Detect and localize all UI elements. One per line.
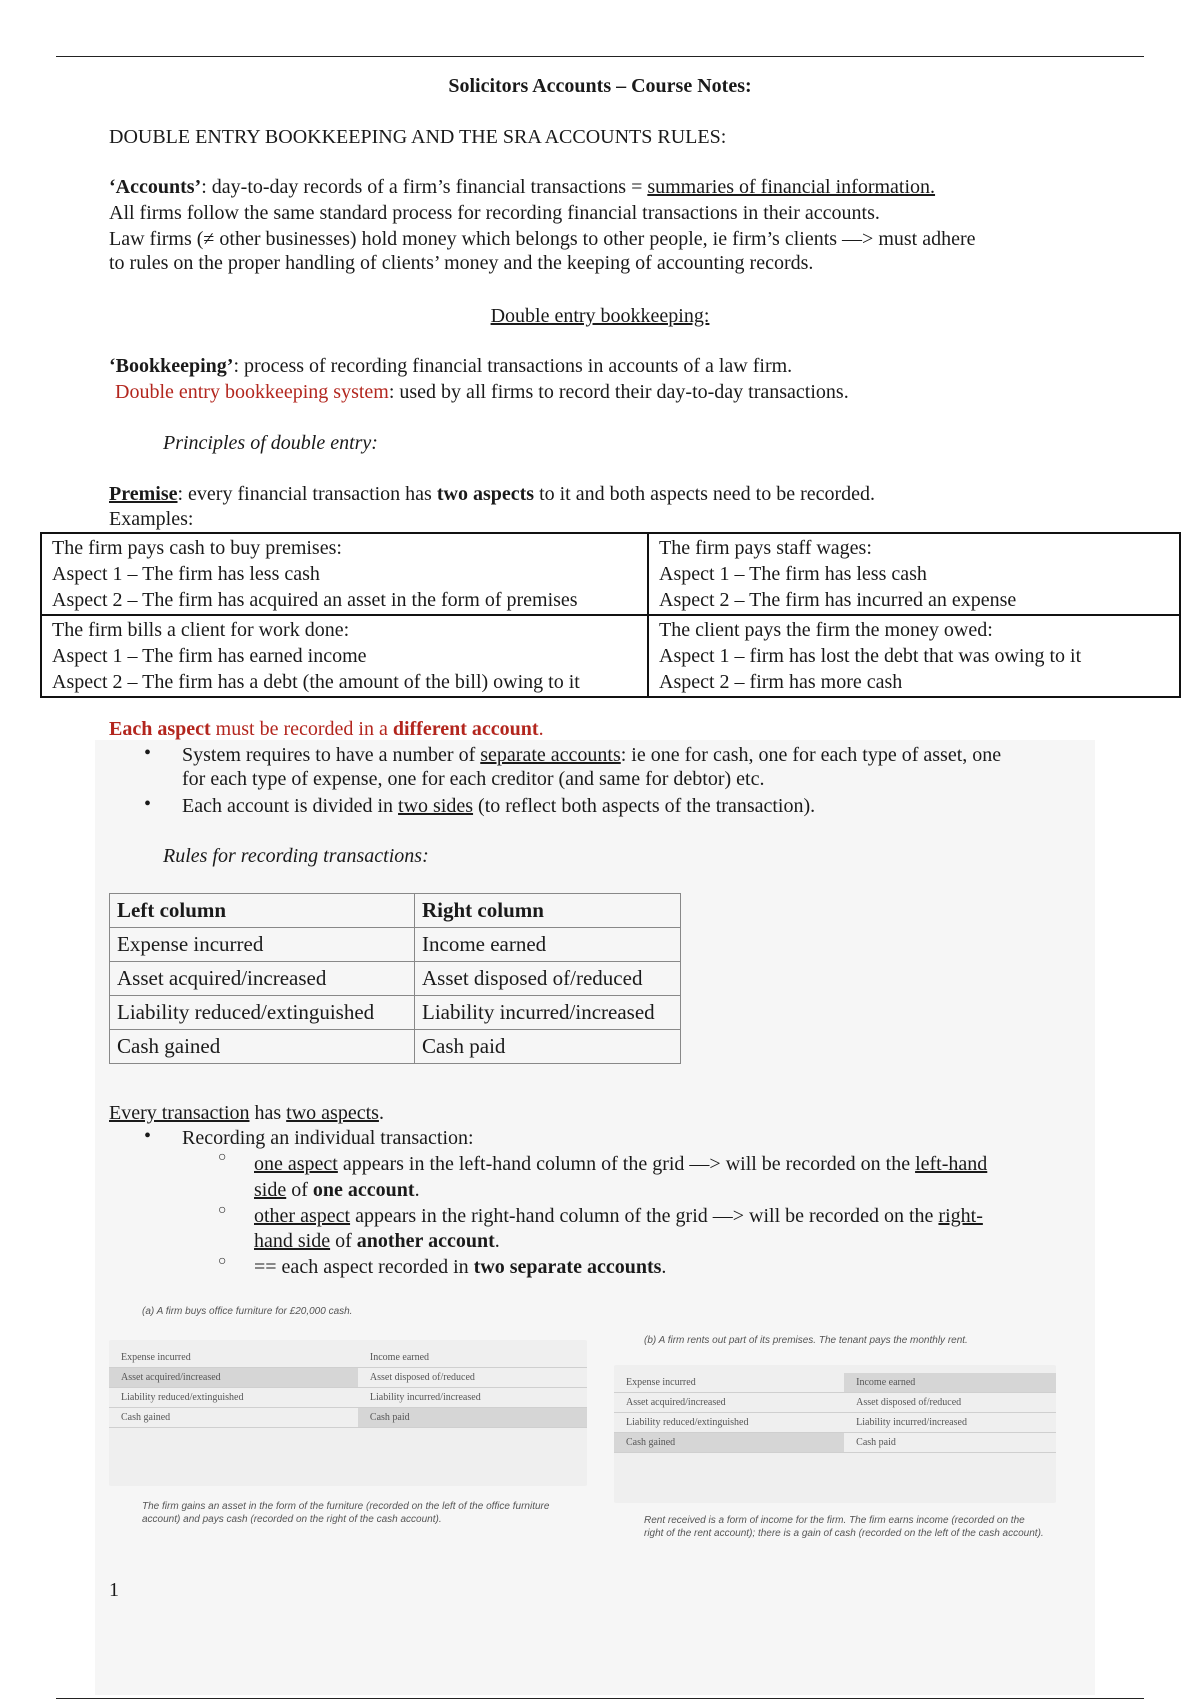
table-cell: Cash gained bbox=[614, 1433, 844, 1453]
table-header-row bbox=[110, 894, 681, 928]
premise-bold: two aspects bbox=[436, 483, 535, 505]
text-underline: other aspect bbox=[254, 1205, 351, 1227]
bullet-text: Each account is divided in bbox=[182, 795, 399, 817]
every-transaction-u1: Every transaction bbox=[109, 1102, 250, 1124]
table-cell: Asset acquired/increased bbox=[109, 1368, 358, 1388]
text-bold: one account bbox=[312, 1179, 415, 1201]
text: == each aspect recorded in bbox=[254, 1256, 474, 1278]
sub-bullet-other-aspect bbox=[254, 1203, 983, 1229]
bullet-text: (to reflect both aspects of the transaction). bbox=[473, 795, 816, 817]
text: . bbox=[661, 1256, 667, 1278]
sub-bullet-separate bbox=[254, 1254, 666, 1280]
table-cell: Income earned bbox=[415, 928, 681, 962]
sub-bullet-circle: ○ bbox=[218, 1150, 227, 1165]
each-aspect-bold-1: Each aspect bbox=[109, 718, 211, 740]
text-underline: hand side bbox=[254, 1230, 331, 1252]
sub-bullet-one-aspect-line-2 bbox=[254, 1177, 420, 1203]
figure-b-caption: (b) A firm rents out part of its premises. The tenant pays the monthly rent. bbox=[644, 1335, 968, 1346]
cell-line: The firm pays cash to buy premises: bbox=[52, 537, 342, 559]
system-def: : used by all firms to record their day-to-day transactions. bbox=[388, 381, 849, 403]
sub-bullet-circle: ○ bbox=[218, 1203, 227, 1218]
text-underline: left-hand bbox=[915, 1153, 988, 1175]
table-cell: Income earned bbox=[844, 1373, 1056, 1393]
premise-text-1: : every financial transaction has bbox=[177, 483, 437, 505]
accounts-def: : day-to-day records of a firm’s financial transactions = bbox=[201, 176, 648, 198]
bullet-separate-accounts-line-2: for each type of expense, one for each creditor (and same for debtor) etc. bbox=[182, 768, 765, 790]
bookkeeping-def: : process of recording financial transactions in accounts of a law firm. bbox=[233, 355, 793, 377]
bullet-dot: • bbox=[144, 742, 152, 764]
text: . bbox=[414, 1179, 420, 1201]
text-bold: another account bbox=[356, 1230, 495, 1252]
cell-line: Aspect 1 – The firm has less cash bbox=[659, 563, 927, 585]
table-row bbox=[110, 996, 681, 1030]
text-underline: one aspect bbox=[254, 1153, 338, 1175]
intro-line-4: to rules on the proper handling of clients’ money and the keeping of accounting records. bbox=[109, 252, 814, 274]
figure-a-grid bbox=[109, 1340, 587, 1486]
table-cell: Asset acquired/increased bbox=[614, 1393, 844, 1413]
figure-a-caption: (a) A firm buys office furniture for £20,000 cash. bbox=[142, 1306, 353, 1317]
table-row bbox=[41, 533, 1180, 615]
rules-heading: Rules for recording transactions: bbox=[163, 845, 429, 867]
text: of bbox=[286, 1179, 313, 1201]
table-cell: Asset disposed of/reduced bbox=[844, 1393, 1056, 1413]
table-row bbox=[109, 1408, 587, 1428]
figure-a-table bbox=[109, 1348, 587, 1428]
table-row bbox=[614, 1373, 1056, 1393]
figure-b-grid bbox=[614, 1365, 1056, 1503]
table-cell bbox=[41, 533, 648, 615]
examples-label: Examples: bbox=[109, 508, 194, 530]
bullet-separate-accounts bbox=[182, 742, 1001, 768]
bullet-dot: • bbox=[144, 793, 152, 815]
sub-bullet-one-aspect bbox=[254, 1151, 987, 1177]
bookkeeping-term: ‘Bookkeeping’ bbox=[109, 355, 234, 377]
double-entry-subheading: Double entry bookkeeping: bbox=[490, 305, 710, 327]
each-aspect-end: . bbox=[538, 718, 544, 740]
table-cell: Asset acquired/increased bbox=[110, 962, 415, 996]
table-cell: Cash gained bbox=[109, 1408, 358, 1428]
cell-line: Aspect 2 – The firm has acquired an asset in the form of premises bbox=[52, 589, 578, 611]
bullet-text: : ie one for cash, one for each type of asset, one bbox=[620, 744, 1002, 766]
sub-bullet-other-aspect-line-2 bbox=[254, 1228, 500, 1254]
cell-line: Aspect 1 – The firm has less cash bbox=[52, 563, 320, 585]
cell-line: The firm pays staff wages: bbox=[659, 537, 872, 559]
table-cell: Liability incurred/increased bbox=[415, 996, 681, 1030]
premise-text-2: to it and both aspects need to be recorded. bbox=[534, 483, 876, 505]
text-underline: side bbox=[254, 1179, 287, 1201]
bullet-text: System requires to have a number of bbox=[182, 744, 481, 766]
table-cell: Expense incurred bbox=[110, 928, 415, 962]
intro-line-3: Law firms (≠ other businesses) hold money which belongs to other people, ie firm’s clients —> must adhere bbox=[109, 228, 976, 250]
each-aspect-mid: must be recorded in a bbox=[210, 718, 393, 740]
table-cell: Liability reduced/extinguished bbox=[614, 1413, 844, 1433]
table-cell: Cash paid bbox=[844, 1433, 1056, 1453]
rules-table bbox=[109, 893, 681, 1064]
table-cell bbox=[41, 615, 648, 697]
page-title: Solicitors Accounts – Course Notes: bbox=[448, 75, 752, 97]
figure-b-note: Rent received is a form of income for the firm. The firm earns income (recorded on the right of the rent account); there is a gain of cash (recorded on the left of the cash account). bbox=[644, 1515, 1044, 1539]
premise-line bbox=[109, 481, 875, 507]
table-cell: Cash paid bbox=[358, 1408, 587, 1428]
accounts-term: ‘Accounts’ bbox=[109, 176, 202, 198]
table-cell: Cash paid bbox=[415, 1030, 681, 1064]
each-aspect-bold-2: different account bbox=[392, 718, 539, 740]
table-row bbox=[614, 1413, 1056, 1433]
table-row bbox=[109, 1348, 587, 1368]
table-row bbox=[109, 1368, 587, 1388]
every-transaction-u2: two aspects bbox=[286, 1102, 379, 1124]
column-header: Right column bbox=[415, 894, 681, 928]
table-row bbox=[110, 962, 681, 996]
cell-line: Aspect 1 – The firm has earned income bbox=[52, 645, 367, 667]
table-cell: Expense incurred bbox=[109, 1348, 358, 1368]
section-heading: DOUBLE ENTRY BOOKKEEPING AND THE SRA ACCOUNTS RULES: bbox=[109, 126, 727, 148]
table-cell: Liability incurred/increased bbox=[358, 1388, 587, 1408]
table-row bbox=[109, 1388, 587, 1408]
top-rule bbox=[56, 56, 1144, 57]
figure-a-note: The firm gains an asset in the form of the furniture (recorded on the left of the office furniture account) and pays cash (recorded on the right of the cash account). bbox=[142, 1501, 550, 1525]
text: of bbox=[330, 1230, 357, 1252]
accounts-summary: summaries of financial information. bbox=[647, 176, 936, 198]
bullet-underline: separate accounts bbox=[480, 744, 621, 766]
page-number: 1 bbox=[109, 1579, 119, 1601]
table-row bbox=[614, 1393, 1056, 1413]
table-cell bbox=[648, 615, 1180, 697]
sub-bullet-circle: ○ bbox=[218, 1254, 227, 1269]
every-transaction-mid: has bbox=[249, 1102, 287, 1124]
table-cell: Asset disposed of/reduced bbox=[358, 1368, 587, 1388]
bullet-underline: two sides bbox=[398, 795, 474, 817]
cell-line: Aspect 2 – firm has more cash bbox=[659, 671, 903, 693]
every-transaction-end: . bbox=[378, 1102, 384, 1124]
table-row bbox=[614, 1433, 1056, 1453]
system-term: Double entry bookkeeping system bbox=[115, 381, 389, 403]
principles-heading: Principles of double entry: bbox=[163, 432, 378, 454]
text-underline: right- bbox=[938, 1205, 983, 1227]
premise-term: Premise bbox=[109, 483, 178, 505]
text: . bbox=[494, 1230, 500, 1252]
table-row bbox=[110, 928, 681, 962]
each-aspect-line bbox=[109, 716, 544, 742]
bookkeeping-line bbox=[109, 353, 792, 379]
cell-line: Aspect 2 – The firm has a debt (the amount of the bill) owing to it bbox=[52, 671, 580, 693]
cell-line: Aspect 1 – firm has lost the debt that was owing to it bbox=[659, 645, 1082, 667]
table-cell: Liability reduced/extinguished bbox=[110, 996, 415, 1030]
figure-b-table bbox=[614, 1373, 1056, 1453]
intro-line-2: All firms follow the same standard process for recording financial transactions in their accounts. bbox=[109, 202, 880, 224]
bullet-two-sides bbox=[182, 793, 815, 819]
cell-line: The firm bills a client for work done: bbox=[52, 619, 350, 641]
text: appears in the left-hand column of the grid —> will be recorded on the bbox=[337, 1153, 916, 1175]
every-transaction-line bbox=[109, 1100, 384, 1126]
table-cell: Liability reduced/extinguished bbox=[109, 1388, 358, 1408]
text-bold: two separate accounts bbox=[473, 1256, 662, 1278]
bottom-rule bbox=[56, 1698, 1144, 1699]
table-cell: Liability incurred/increased bbox=[844, 1413, 1056, 1433]
examples-table bbox=[40, 532, 1181, 698]
table-cell bbox=[648, 533, 1180, 615]
column-header: Left column bbox=[110, 894, 415, 928]
system-line bbox=[115, 379, 849, 405]
table-cell: Asset disposed of/reduced bbox=[415, 962, 681, 996]
text: appears in the right-hand column of the grid —> will be recorded on the bbox=[350, 1205, 939, 1227]
recording-bullet: Recording an individual transaction: bbox=[182, 1127, 474, 1149]
intro-line-1 bbox=[109, 174, 935, 200]
table-row bbox=[41, 615, 1180, 697]
cell-line: Aspect 2 – The firm has incurred an expense bbox=[659, 589, 1017, 611]
table-cell: Income earned bbox=[358, 1348, 587, 1368]
table-row bbox=[110, 1030, 681, 1064]
cell-line: The client pays the firm the money owed: bbox=[659, 619, 993, 641]
bullet-dot: • bbox=[144, 1125, 152, 1147]
table-cell: Cash gained bbox=[110, 1030, 415, 1064]
table-cell: Expense incurred bbox=[614, 1373, 844, 1393]
